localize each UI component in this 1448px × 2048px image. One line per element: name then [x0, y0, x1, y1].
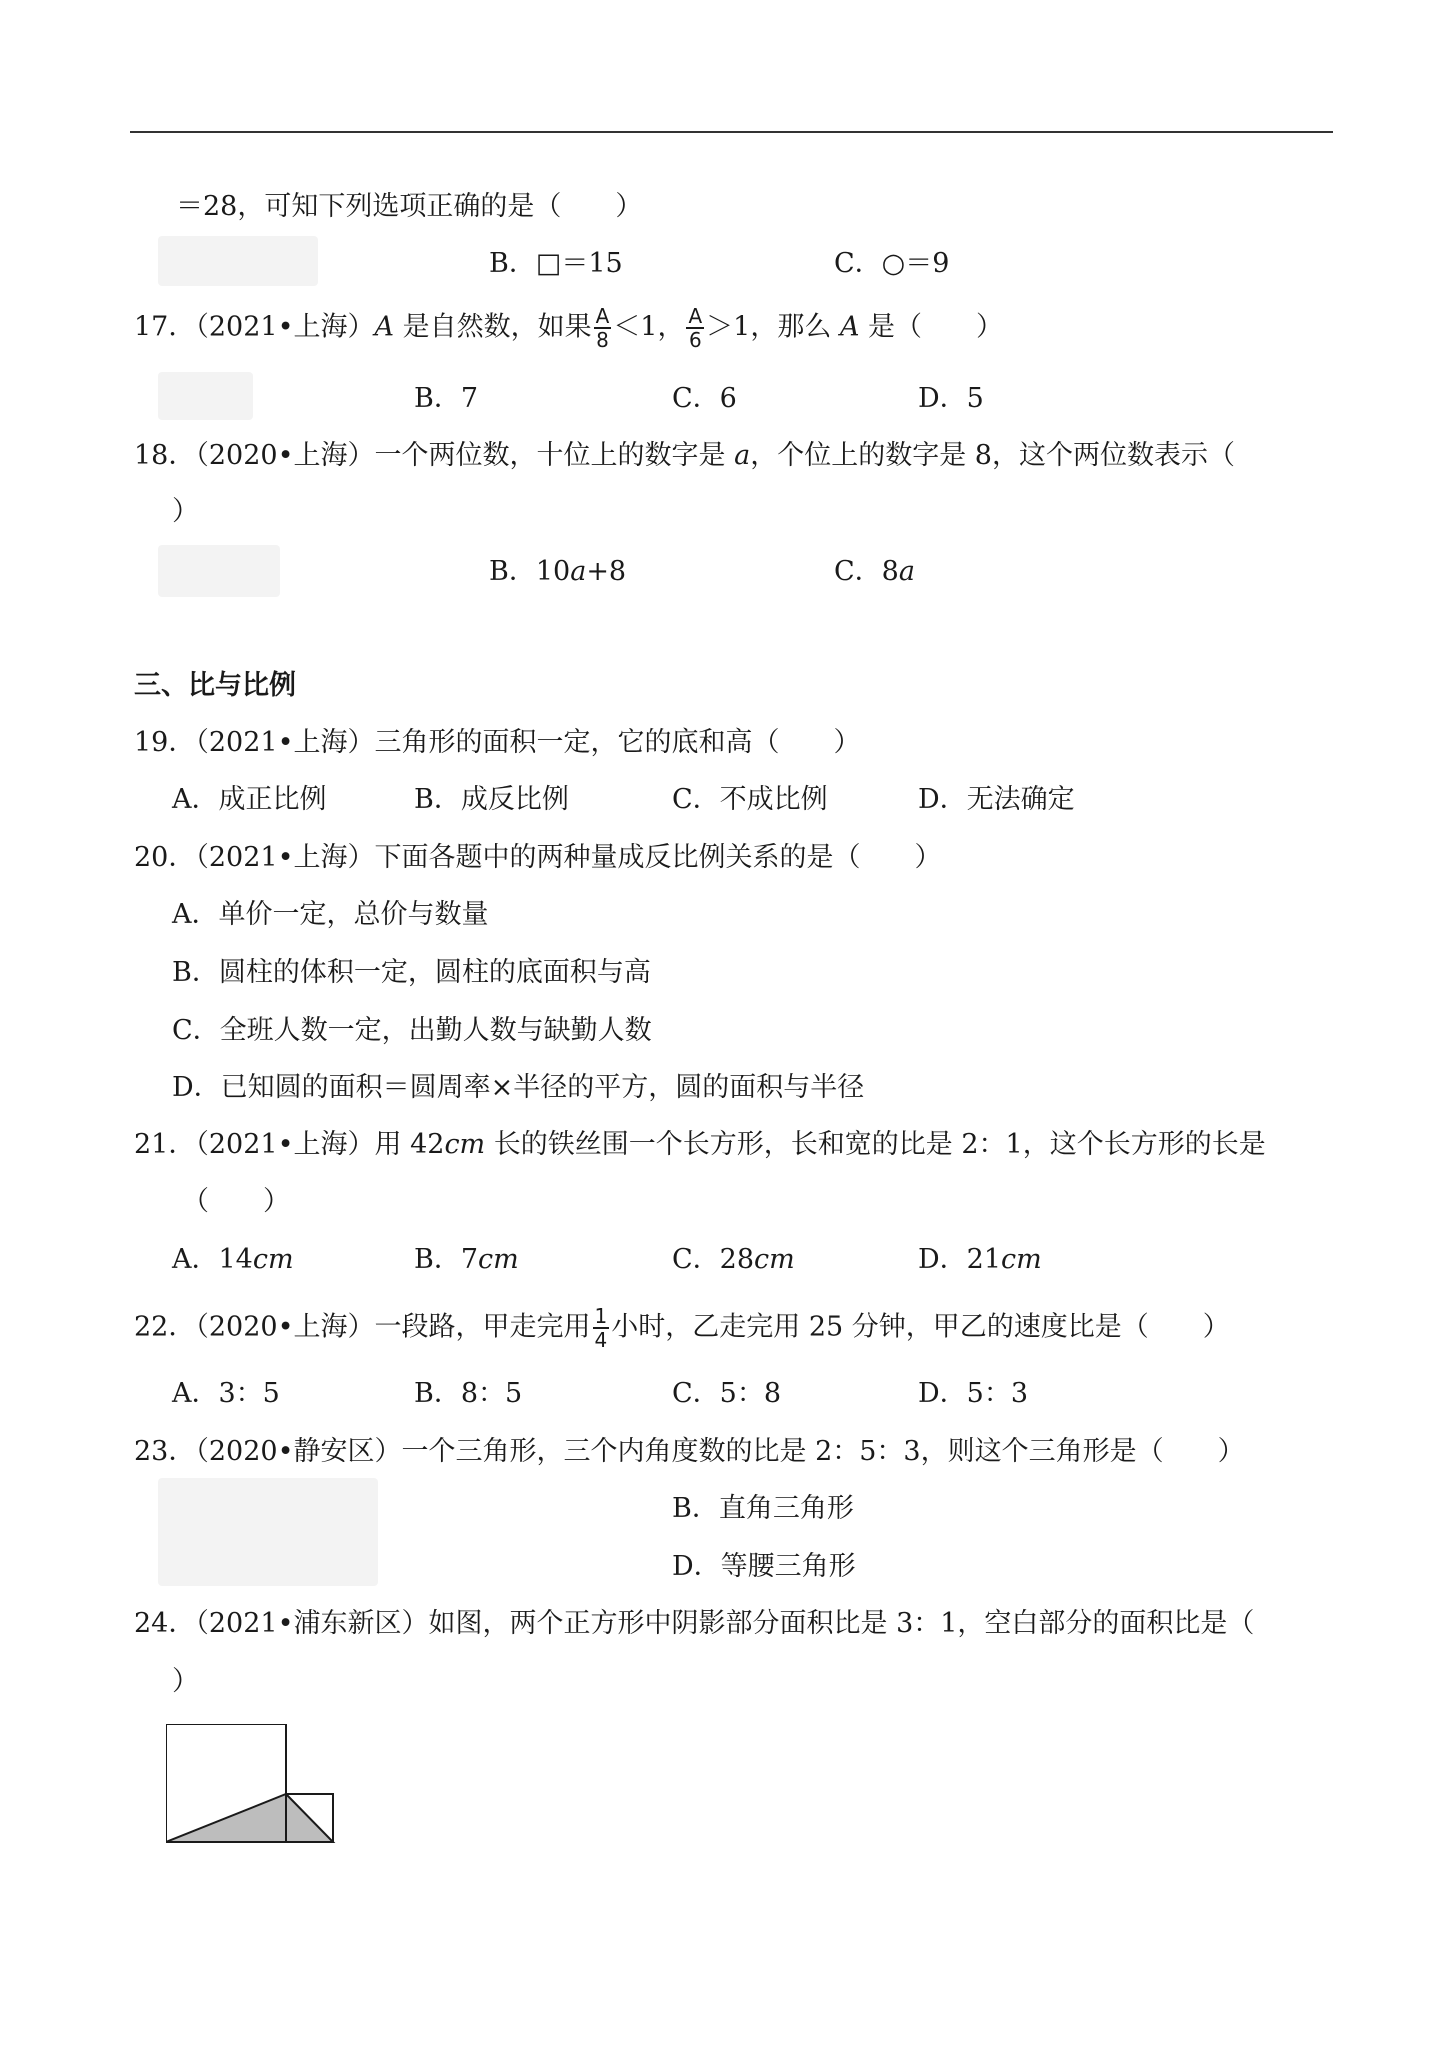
- q19-option-a: A．成正比例: [172, 784, 327, 815]
- q21-option-a: A．14cm: [172, 1244, 294, 1275]
- q20-option-b: B．圆柱的体积一定，圆柱的底面积与高: [172, 957, 651, 988]
- q17-option-c: C．6: [672, 383, 737, 414]
- fraction-one-quarter: $\frac{1}{4}$: [594, 1304, 608, 1352]
- q19-option-b: B．成反比例: [414, 784, 569, 815]
- q20-stem: 20．（2021•上海）下面各题中的两种量成反比例关系的是（ ）: [134, 842, 942, 873]
- q22-option-b: B．8：5: [414, 1378, 523, 1409]
- q23-option-b: B．直角三角形: [672, 1493, 854, 1524]
- fraction-a-over-6: $\frac{A}{6}$: [688, 304, 703, 352]
- q21-option-b: B．7cm: [414, 1244, 519, 1275]
- q18-stem-line2: ）: [172, 496, 199, 527]
- q21-stem-line2: （ ）: [182, 1186, 290, 1217]
- q23-stem: 23．（2020•静安区）一个三角形，三个内角度数的比是 2：5：3，则这个三角形是（ ）: [134, 1436, 1245, 1467]
- q24-stem-line2: ）: [172, 1666, 199, 1697]
- erased-option-area: [158, 372, 253, 420]
- q21-option-c: C．28cm: [672, 1244, 795, 1275]
- q20-option-a: A．单价一定，总价与数量: [172, 899, 489, 930]
- q21-option-d: D．21cm: [918, 1244, 1042, 1275]
- q16-option-c: C．○＝9: [834, 248, 950, 279]
- q22-stem: 22．（2020•上海）一段路，甲走完用 $\frac{1}{4}$ 小时，乙走完用 25 分钟，甲乙的速度比是（ ）: [134, 1304, 1230, 1352]
- q18-option-b: B．10a+8: [489, 556, 627, 587]
- q19-option-d: D．无法确定: [918, 784, 1075, 815]
- q19-option-c: C．不成比例: [672, 784, 828, 815]
- q16-option-b: B．□＝15: [489, 248, 623, 279]
- q22-option-d: D．5：3: [918, 1378, 1029, 1409]
- q23-option-d: D．等腰三角形: [672, 1551, 856, 1582]
- q22-option-a: A．3：5: [172, 1378, 280, 1409]
- fraction-a-over-8: $\frac{A}{8}$: [595, 304, 610, 352]
- q20-option-c: C．全班人数一定，出勤人数与缺勤人数: [172, 1015, 652, 1046]
- erased-option-area: [158, 1478, 378, 1586]
- q20-option-d: D．已知圆的面积＝圆周率×半径的平方，圆的面积与半径: [172, 1072, 865, 1103]
- erased-option-area: [158, 236, 318, 286]
- q24-stem: 24．（2021•浦东新区）如图，两个正方形中阴影部分面积比是 3：1，空白部分的面积比是（: [134, 1608, 1255, 1639]
- q17-stem: 17．（2021•上海）A 是自然数，如果 $\frac{A}{8}$ ＜1， $\frac{A}{6}$ ＞1，那么 A 是（ ）: [134, 304, 1004, 352]
- q22-option-c: C．5：8: [672, 1378, 782, 1409]
- erased-option-area: [158, 545, 280, 597]
- q16-stem-tail: ＝28，可知下列选项正确的是（ ）: [176, 191, 643, 222]
- two-squares-figure: [166, 1724, 346, 1846]
- q17-option-d: D．5: [918, 383, 984, 414]
- section-heading: 三、比与比例: [134, 670, 296, 701]
- q18-stem: 18．（2020•上海）一个两位数，十位上的数字是 a，个位上的数字是 8，这个两位数表示（: [134, 440, 1235, 471]
- q17-option-b: B．7: [414, 383, 479, 414]
- q19-stem: 19．（2021•上海）三角形的面积一定，它的底和高（ ）: [134, 727, 861, 758]
- q21-stem: 21．（2021•上海）用 42cm 长的铁丝围一个长方形，长和宽的比是 2：1，这个长方形的长是: [134, 1129, 1266, 1160]
- header-rule: [130, 131, 1333, 133]
- q18-option-c: C．8a: [834, 556, 915, 587]
